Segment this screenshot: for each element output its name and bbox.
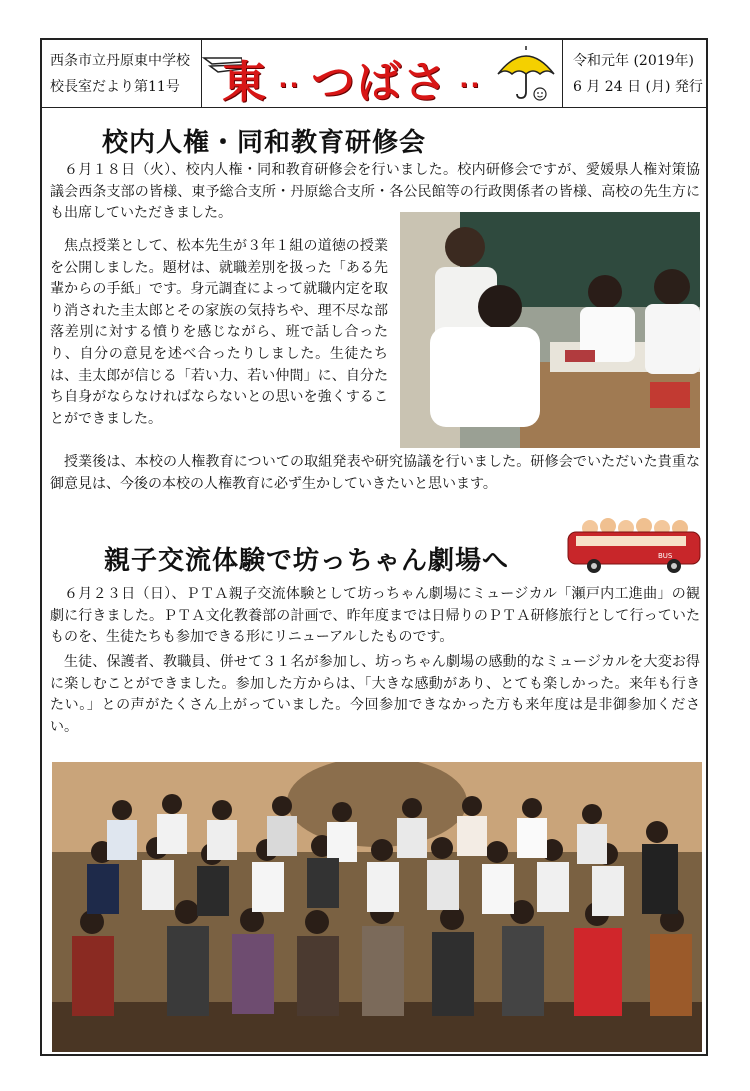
publish-date: 6 月 24 日 (月) 発行 <box>573 79 703 95</box>
era-date: 令和元年 (2019年) <box>573 53 695 69</box>
masthead-dots-icon: ·· <box>448 71 482 99</box>
classroom-photo <box>400 212 700 448</box>
masthead-box <box>202 40 562 108</box>
masthead-kanji: 東 <box>222 57 268 108</box>
masthead-dots-icon: ·· <box>268 71 311 99</box>
article1-paragraph-1: ６月１８日（火）、校内人権・同和教育研修会を行いました。校内研修会ですが、愛媛県人権対策協議会西条支部の皆様、東予総合支所・丹原総合支所・各公民館等の行政関係者の皆様、高校の先生方にも出席していただきました。 <box>50 162 700 222</box>
group-photo <box>52 762 702 1052</box>
article1-title: 校内人権・同和教育研修会 <box>102 128 427 158</box>
bus-label: BUS <box>658 552 673 560</box>
article2-paragraph-1: ６月２３日（日）、ＰＴＡ親子交流体験として坊っちゃん劇場にミュージカル「瀬戸内工進曲」の観劇に行きました。ＰＴＡ文化教養部の計画で、昨年度までは日帰りのＰＴＡ研修旅行として行っていたものを、生徒たちも参加できる形にリニューアルしたものです。 <box>50 586 700 646</box>
header-date-box <box>562 40 708 108</box>
umbrella-icon <box>494 44 558 104</box>
masthead-kana: つばさ <box>310 57 449 108</box>
bus-illustration <box>562 516 706 576</box>
newsletter-page <box>40 38 708 1056</box>
article2-paragraph-2: 生徒、保護者、教職員、併せて３１名が参加し、坊っちゃん劇場の感動的なミュージカルを大変お得に楽しむことができました。参加した方からは、「大きな感動があり、とても楽しかった。来年も行きたい。」との声がたくさん上がっていました。今回参加できなかった方も来年度は是非御参加ください。 <box>50 654 700 735</box>
school-name: 西条市立丹原東中学校 <box>50 53 190 69</box>
article1-paragraph-2: 焦点授業として、松本先生が３年１組の道徳の授業を公開しました。題材は、就職差別を扱った「ある先輩からの手紙」です。身元調査によって就職内定を取り消された圭太郎とその家族の気持ちや、理不尽な部落差別に対する憤りを感じながら、班で話し合ったり、自分の意見を述べ合ったりしました。生徒たちは、圭太郎が信じる「若い力、若い仲間」に、自分たち自身がならなければならないとの思いを強くすることができました。 <box>50 238 388 427</box>
header-school-box <box>42 40 202 108</box>
masthead-title <box>222 46 482 110</box>
article2-title: 親子交流体験で坊っちゃん劇場へ <box>104 546 510 576</box>
issue-number: 校長室だより第11号 <box>50 79 180 95</box>
article1-paragraph-3: 授業後は、本校の人権教育についての取組発表や研究協議を行いました。研修会でいただいた貴重な御意見は、今後の本校の人権教育に必ず生かしていきたいと思います。 <box>50 454 700 492</box>
